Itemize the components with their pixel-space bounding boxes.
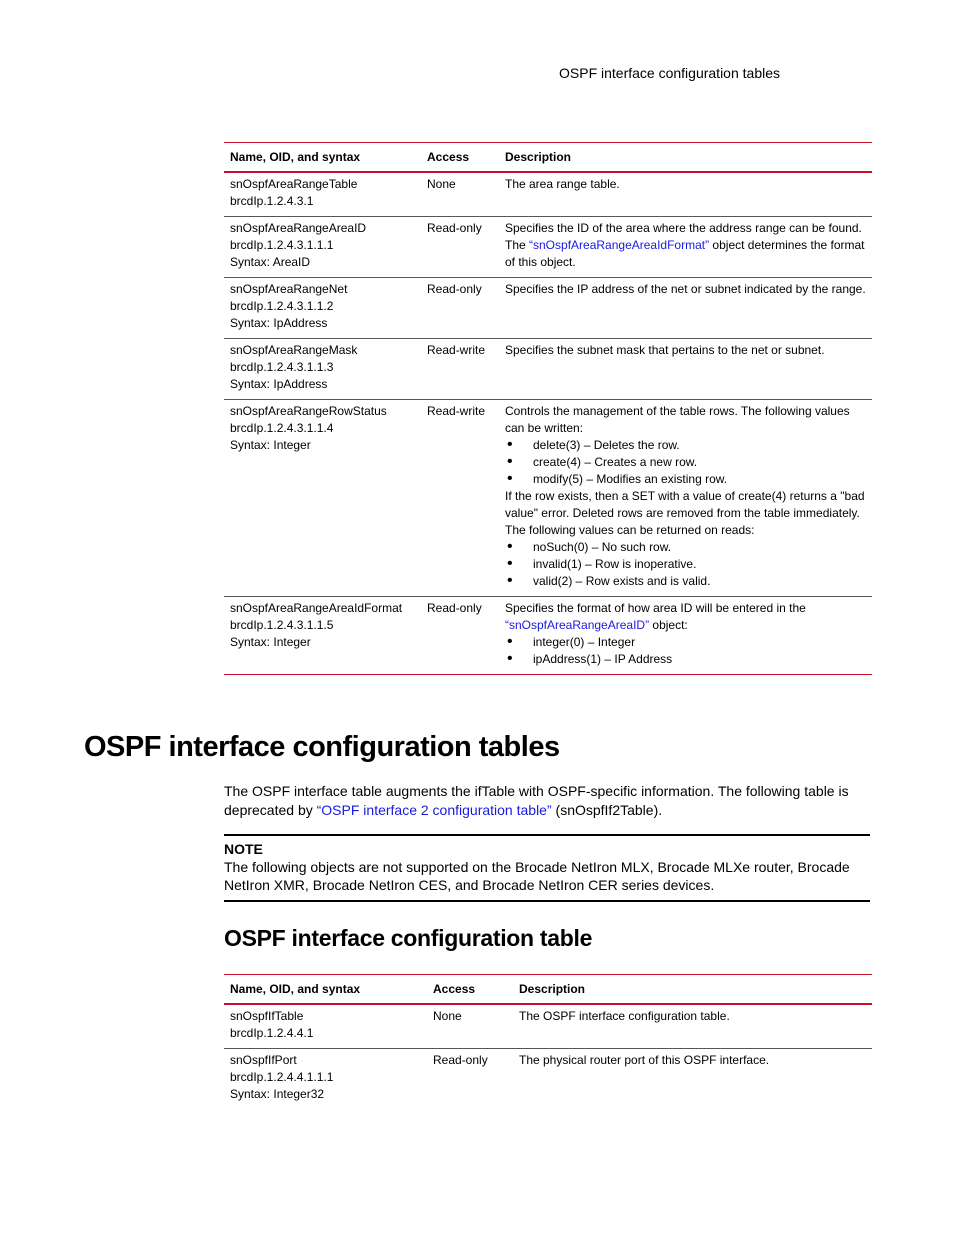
bullet-list bbox=[505, 539, 866, 590]
list-item: • delete(3) – Deletes the row. bbox=[505, 437, 866, 454]
object-name: snOspfAreaRangeNet bbox=[230, 282, 348, 296]
object-oid: brcdIp.1.2.4.3.1.1.4 bbox=[230, 421, 334, 435]
object-name: snOspfAreaRangeMask bbox=[230, 343, 358, 357]
object-syntax: Syntax: Integer bbox=[230, 438, 311, 452]
table-row bbox=[224, 1049, 872, 1110]
object-name: snOspfIfPort bbox=[230, 1053, 297, 1067]
description-text: Controls the management of the table rows. The following values can be written: bbox=[505, 404, 850, 435]
object-access: Read-only bbox=[427, 601, 482, 615]
subsection-title: OSPF interface configuration table bbox=[224, 925, 593, 951]
object-syntax: Syntax: IpAddress bbox=[230, 377, 328, 391]
object-name: snOspfAreaRangeAreaID bbox=[230, 221, 367, 235]
section-intro bbox=[224, 782, 872, 820]
list-item: • create(4) – Creates a new row. bbox=[505, 454, 866, 471]
object-name: snOspfAreaRangeAreaIdFormat bbox=[230, 601, 403, 615]
object-name: snOspfAreaRangeRowStatus bbox=[230, 404, 387, 418]
column-header-description: Description bbox=[519, 981, 586, 996]
description-text: Specifies the ID of the area where the address range can be found. The bbox=[505, 221, 862, 252]
section-title: OSPF interface configuration tables bbox=[84, 731, 560, 763]
object-access: None bbox=[433, 1009, 462, 1023]
list-item: • valid(2) – Row exists and is valid. bbox=[505, 573, 866, 590]
area-range-table bbox=[224, 142, 872, 675]
running-header: OSPF interface configuration tables bbox=[559, 65, 781, 81]
area-id-format-link[interactable]: “snOspfAreaRangeAreaIdFormat” bbox=[529, 238, 710, 252]
table-row bbox=[224, 172, 872, 217]
object-oid: brcdIp.1.2.4.4.1 bbox=[230, 1026, 314, 1040]
description-text: object: bbox=[649, 618, 688, 632]
note-label: NOTE bbox=[224, 841, 263, 857]
object-syntax: Syntax: Integer32 bbox=[230, 1087, 325, 1101]
list-item: • integer(0) – Integer bbox=[505, 634, 866, 651]
description-text: object determines the format of this object. bbox=[505, 238, 865, 269]
object-access: Read-only bbox=[433, 1053, 488, 1067]
object-oid: brcdIp.1.2.4.3.1 bbox=[230, 194, 314, 208]
object-description bbox=[505, 217, 866, 277]
table-row bbox=[224, 400, 872, 597]
object-access: Read-write bbox=[427, 343, 486, 357]
object-description: The OSPF interface configuration table. bbox=[519, 1009, 730, 1023]
intro-text: The OSPF interface table augments the ifTable with OSPF-specific information. The following table is deprecated by bbox=[224, 783, 849, 818]
object-description: Specifies the IP address of the net or subnet indicated by the range. bbox=[505, 282, 866, 296]
table-row bbox=[224, 339, 872, 400]
object-name: snOspfAreaRangeTable bbox=[230, 177, 358, 191]
object-access: None bbox=[427, 177, 456, 191]
ospf-if2-table-link[interactable]: “OSPF interface 2 configuration table” bbox=[316, 802, 552, 818]
interface-config-table bbox=[224, 974, 872, 1109]
object-oid: brcdIp.1.2.4.4.1.1.1 bbox=[230, 1070, 334, 1084]
table-row bbox=[224, 217, 872, 278]
list-item: • invalid(1) – Row is inoperative. bbox=[505, 556, 866, 573]
object-syntax: Syntax: AreaID bbox=[230, 255, 311, 269]
object-name: snOspfIfTable bbox=[230, 1009, 304, 1023]
column-header-access: Access bbox=[433, 981, 476, 996]
list-item: • noSuch(0) – No such row. bbox=[505, 539, 866, 556]
description-text: Specifies the format of how area ID will be entered in the bbox=[505, 601, 806, 615]
description-text: The following values can be returned on reads: bbox=[505, 523, 755, 537]
note-text: The following objects are not supported on the Brocade NetIron MLX, Brocade MLXe router, Brocade NetIron XMR, Brocade NetIron CES, and Brocade NetIron CER series devices. bbox=[224, 859, 850, 893]
column-header-access: Access bbox=[427, 149, 470, 164]
column-header-name: Name, OID, and syntax bbox=[230, 981, 361, 996]
list-item: • modify(5) – Modifies an existing row. bbox=[505, 471, 866, 488]
table-row bbox=[224, 597, 872, 675]
table-row bbox=[224, 278, 872, 339]
intro-text: (snOspfIf2Table). bbox=[551, 802, 663, 818]
column-header-description: Description bbox=[505, 149, 572, 164]
object-oid: brcdIp.1.2.4.3.1.1.3 bbox=[230, 360, 334, 374]
note-box bbox=[224, 834, 870, 902]
object-description: The area range table. bbox=[505, 177, 620, 191]
table-header-row bbox=[224, 975, 872, 1005]
bullet-list bbox=[505, 437, 866, 488]
table-header-row bbox=[224, 143, 872, 173]
area-id-link[interactable]: “snOspfAreaRangeAreaID” bbox=[505, 618, 650, 632]
object-description: Specifies the subnet mask that pertains to the net or subnet. bbox=[505, 343, 825, 357]
bullet-list bbox=[505, 634, 866, 668]
object-description bbox=[505, 597, 866, 674]
object-oid: brcdIp.1.2.4.3.1.1.5 bbox=[230, 618, 334, 632]
object-syntax: Syntax: IpAddress bbox=[230, 316, 328, 330]
object-access: Read-write bbox=[427, 404, 486, 418]
object-oid: brcdIp.1.2.4.3.1.1.1 bbox=[230, 238, 334, 252]
object-access: Read-only bbox=[427, 282, 482, 296]
object-access: Read-only bbox=[427, 221, 482, 235]
list-item: • ipAddress(1) – IP Address bbox=[505, 651, 866, 668]
object-description bbox=[505, 400, 866, 596]
object-oid: brcdIp.1.2.4.3.1.1.2 bbox=[230, 299, 334, 313]
column-header-name: Name, OID, and syntax bbox=[230, 149, 361, 164]
table-row bbox=[224, 1004, 872, 1049]
object-syntax: Syntax: Integer bbox=[230, 635, 311, 649]
description-text: If the row exists, then a SET with a value of create(4) returns a "bad value" error. Deleted rows are removed from the table immediately. bbox=[505, 489, 865, 520]
object-description: The physical router port of this OSPF interface. bbox=[519, 1053, 770, 1067]
